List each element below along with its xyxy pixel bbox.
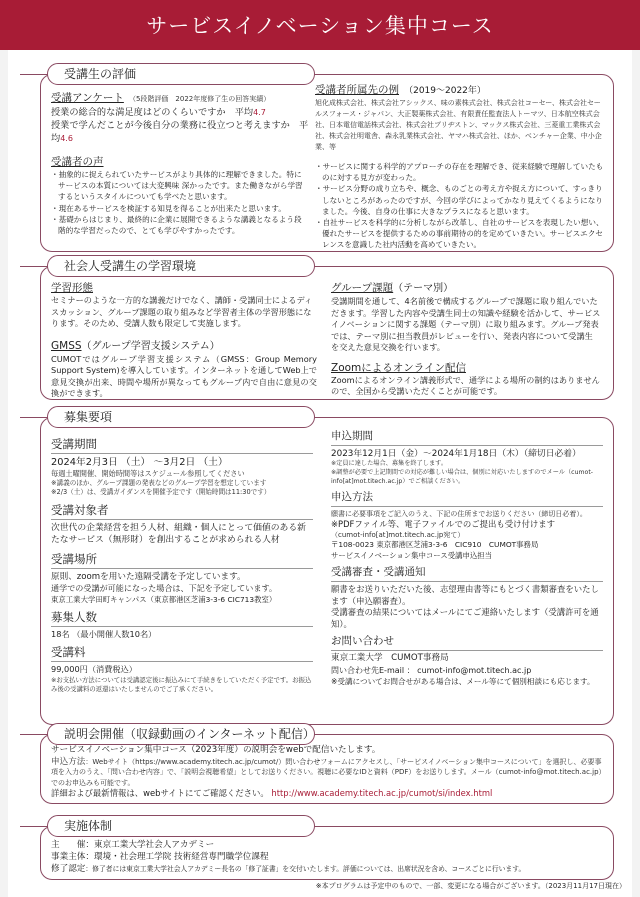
briefing-details — [51, 788, 603, 800]
fee-text: 99,000円（消費税込） — [51, 664, 137, 675]
briefing-method-label: 申込方法 — [51, 756, 86, 767]
period-note-3: ※2/3（土）は、受講ガイダンスを開催予定です（開始時間は11:30です） — [51, 488, 271, 497]
contact-line-3: ※受講についてお問合せがある場合は、メール等にて個別相談にも応じます。 — [331, 676, 595, 686]
venue-line-1: 原則、zoomを用いた遠隔受講を予定しています。 — [51, 571, 246, 582]
fee-note: ※お支払い方法については受講認定後に振込みにて手続きをしていただく予定です。お振込み後の受講料の返還はいたしませんのでご了承ください。 — [51, 675, 312, 693]
capacity-heading: 募集人数 — [51, 609, 313, 627]
briefing-method-text: ：Webサイト（https://www.academy.titech.ac.jp/cumot/）問い合わせフォームにアクセスし、「サービスイノベーション集中コースについて」を選択し、必要事項を入力のうえ、「問い合わせ内容」で、「説明会視聴希望」としてお送りください。視聴に必要なIDと資料（PDF）をお送りします。メール（cumot-info@mot.titech.ac.jp）でのお申込みも可能です。 — [51, 757, 603, 787]
group-work-heading-suffix: （テーマ別） — [393, 283, 454, 294]
group-work-heading: グループ課題 — [331, 282, 394, 294]
contact-line-2[interactable]: 問い合わせ先E-mail ： cumot-info@mot.titech.ac.jp — [331, 665, 532, 675]
survey-q1-text: 授業の総合的な満足度はどのくらいですか 平均 — [51, 107, 254, 118]
fee-heading: 受講料 — [51, 644, 313, 662]
page-title: サービスイノベーション集中コース — [146, 14, 494, 38]
learning-style-text: セミナーのような一方的な講義だけでなく、講師・受講同士によるディスカッション、グループ課題の取り組みなど学習者主体の学習形態になります。そのため、受講人数も限定して実施します。 — [51, 295, 313, 328]
organization-row-label: 事業主体 — [51, 852, 86, 862]
period-dates: 2024年2月3日 （土） ～3月2日 （土） — [51, 457, 228, 468]
section-tab-organization: 実施体制 — [47, 815, 315, 837]
evaluation-right-column — [315, 81, 605, 251]
section-evaluation — [40, 67, 614, 252]
organization-row — [51, 839, 607, 851]
environment-right-column — [331, 279, 601, 398]
group-work-heading-line — [331, 279, 601, 296]
organization-row-value: ：環境・社会理工学院 技術経営専門職学位課程 — [85, 852, 269, 862]
application-period-note-1: ※定員に達した場合、募集を終了します。 — [331, 460, 448, 467]
group-work-text: 受講期間を通して、4名前後で構成するグループで課題に取り組んでいただきます。学習した内容や受講生同士の知識や経験を活かして、サービスイノベーションに関する課題（テーマ別）に取り組みます。グループ発表では、テーマ別に担当教員がレビューを行い、発表内容について受講生を交えた意見交換を行います。 — [331, 296, 601, 352]
briefing-url-link[interactable]: http://www.academy.titech.ac.jp/cumot/si/index.html — [271, 788, 493, 798]
companies-years: （2019～2022年） — [404, 86, 486, 96]
recruitment-right-column — [331, 428, 603, 687]
recruitment-left-column — [51, 436, 313, 694]
gmss-heading-suffix: （グループ学習支援システム） — [81, 340, 220, 352]
organization-row-value: ：東京工業大学社会人アカデミー — [85, 840, 215, 850]
voice-item: ・抽象的に捉えられていたサービスがより具体的に理解できました。特にサービスの本質については大変興味 深かったです。また働きながら学習するというスタイルについても学べたと思います。 — [51, 170, 303, 202]
companies-list: 旭化成株式会社、株式会社アシックス、味の素株式会社、株式会社コーセー、株式会社セールスフォース・ジャパン、大正製薬株式会社、有限責任監査法人トーマツ、日本航空株式会社、日本電信電話株式会社、株式会社ブリヂストン、マックス株式会社、三菱重工業株式会社、株式会社明電舎、森永乳業株式会社、ヤマハ株式会社、ほか、ベンチャー企業、中小企業、等 — [315, 99, 602, 151]
briefing-line-1: サービスイノベーション集中コース（2023年度）の説明会をwebで配信いたします。 — [51, 745, 381, 755]
survey-q2 — [51, 119, 309, 145]
survey-q1-score: 4.7 — [253, 108, 266, 117]
target-text: 次世代の企業経営を担う人材、組織・個人にとって価値のある新たなサービス（無形財）を創出することが求められる人材 — [51, 522, 306, 546]
application-method-line-1: 願書に必要事項をご記入のうえ、下記の住所までお送りください（締切日必着）。 — [331, 510, 587, 519]
voices-right-list — [315, 161, 605, 251]
period-heading: 受講期間 — [51, 436, 313, 454]
gmss-heading: GMSS — [51, 339, 82, 352]
section-briefing — [40, 727, 614, 804]
page-header — [0, 0, 640, 50]
environment-left-column — [51, 281, 317, 400]
period-note-2: ※講義のほか、グループ課題の発表などのグループ学習を想定しています — [51, 478, 267, 487]
section-environment — [40, 259, 614, 400]
contact-line-1: 東京工業大学 CUMOT事務局 — [331, 653, 449, 664]
organization-row — [51, 851, 607, 863]
companies-heading: 受講者所属先の例 — [315, 84, 399, 96]
voices-left-list — [51, 169, 309, 236]
application-period-dates: 2023年12月1日（金）～2024年1月18日（木）（締切日必着） — [331, 449, 581, 459]
application-period-heading: 申込期間 — [331, 428, 603, 446]
zoom-heading: Zoomによるオンライン配信 — [331, 361, 466, 374]
contact-heading: お問い合わせ — [331, 633, 603, 651]
target-heading: 受講対象者 — [51, 502, 313, 520]
section-tab-briefing: 説明会開催（収録動画のインターネット配信） — [47, 723, 315, 745]
venue-heading: 受講場所 — [51, 551, 313, 569]
voice-item: ・現在あるサービスを検証する知見を得ることが出来たと思います。 — [51, 203, 286, 213]
briefing-method — [51, 757, 603, 789]
section-tab-recruitment: 募集要項 — [47, 406, 315, 428]
period-note-1: 毎週土曜開催、開始時間等はスケジュール参照してください — [51, 469, 245, 478]
footer-note: ※本プログラムは予定中のもので、一部、変更になる場合がございます。（2023月11月17日現在） — [315, 882, 626, 890]
survey-heading-line — [51, 89, 309, 106]
capacity-text: 18名 （最小開催人数10名） — [51, 629, 157, 640]
section-recruitment — [40, 410, 614, 725]
companies-heading-line — [315, 81, 605, 98]
briefing-details-text: 詳細および最新情報は、webサイトにてご確認ください。 — [51, 788, 269, 798]
survey-heading: 受講アンケート — [51, 92, 124, 104]
gmss-text: CUMOTではグループ学習支援システム（GMSS：Group Memory Support System)を導入しています。インターネットを通してWeb上で意見交換が出来、時間や場所が異なってもグループ内で自由に意見の交換ができます。 — [51, 353, 317, 398]
section-organization — [40, 819, 614, 880]
application-method-line-3: （cumot-info[at]mot.titech.ac.jp宛て） — [331, 531, 465, 540]
section-tab-environment: 社会人受講生の学習環境 — [47, 255, 315, 277]
screening-line-2: 受講審査の結果についてはメールにてご連絡いたします（受講許可を通知）。 — [331, 607, 599, 629]
screening-line-1: 願書をお送りいただいた後、志望理由書等にもとづく書類審査をいたします（申込願審査）。 — [331, 584, 599, 606]
survey-note: （5段階評価 2022年度修了生の回答実績） — [128, 95, 271, 103]
application-method-line-5: サービスイノベーション集中コース受講申込担当 — [331, 550, 493, 560]
gmss-heading-line — [51, 337, 317, 354]
organization-row — [51, 863, 607, 875]
screening-heading: 受講審査・受講通知 — [331, 564, 603, 582]
briefing-body — [51, 745, 603, 800]
zoom-text: Zoomによるオンライン講義形式で、通学による場所の制約はありませんので、全国から受講いただくことが可能です。 — [331, 374, 600, 396]
voices-heading: 受講者の声 — [51, 156, 104, 168]
application-period-note-2: ※調整が必要で上記期間での対応が難しい場合は、個別に対応いたしますのでメール（cumot-info[at]mot.titech.ac.jp）でご相談ください。 — [331, 468, 593, 485]
section-tab-evaluation: 受講生の評価 — [47, 63, 315, 85]
survey-q2-score: 4.6 — [60, 134, 73, 143]
venue-line-3: 東京工業大学田町キャンパス（東京都港区芝浦3-3-6 CIC713教室） — [51, 594, 277, 604]
voice-item: ・サービスに関する科学的アプローチの存在を理解でき、従来経験で理解していたものに対する見方が変わった。 — [315, 162, 604, 183]
survey-q1 — [51, 106, 309, 119]
venue-line-2: 通学での受講が可能になった場合は、下記を予定しています。 — [51, 582, 277, 593]
application-method-line-4: 〒108-0023 東京都港区芝浦3-3-6 CIC910 CUMOT事務局 — [331, 540, 539, 550]
voice-item: ・サービス分野の成り立ちや、概念、ものごとの考え方や捉え方について、すっきりしないところがあったのですが、今回の学びによってかなり見えてくるようになりました。今後、自身の仕事に大きなプラスになると思います。 — [315, 184, 603, 216]
voice-item: ・基礎からはじまり、最終的に企業に展開できるような講義となるよう段階的な学習だったので、とても学びやすかったです。 — [51, 214, 302, 236]
organization-row-value: ：修了者には東京工業大学社会人アカデミー長名の「修了証書」を交付いたします。評価については、出席状況を含め、コースごとに行います。 — [85, 865, 526, 873]
application-method-heading: 申込方法 — [331, 489, 603, 507]
application-method-line-2: ※PDFファイル等、電子ファイルでのご提出も受け付けます — [331, 519, 555, 530]
organization-row-label: 修了認定 — [51, 864, 86, 874]
organization-body — [51, 839, 607, 875]
survey-q2-text: 授業で学んだことが今後自分の業務に役立つと考えますか 平均 — [51, 120, 309, 144]
evaluation-left-column — [51, 89, 309, 236]
voice-item: ・自社サービスを科学的に分析しながら改革し、自社のサービスを表現したい想い、優れたサービスを提供するための事前期待の的を定めていきたい。サービスエクセレンスを意識した社内活動を高めていきたい。 — [315, 218, 604, 250]
organization-row-label: 主 催 — [51, 840, 86, 850]
learning-style-heading: 学習形態 — [51, 282, 93, 294]
